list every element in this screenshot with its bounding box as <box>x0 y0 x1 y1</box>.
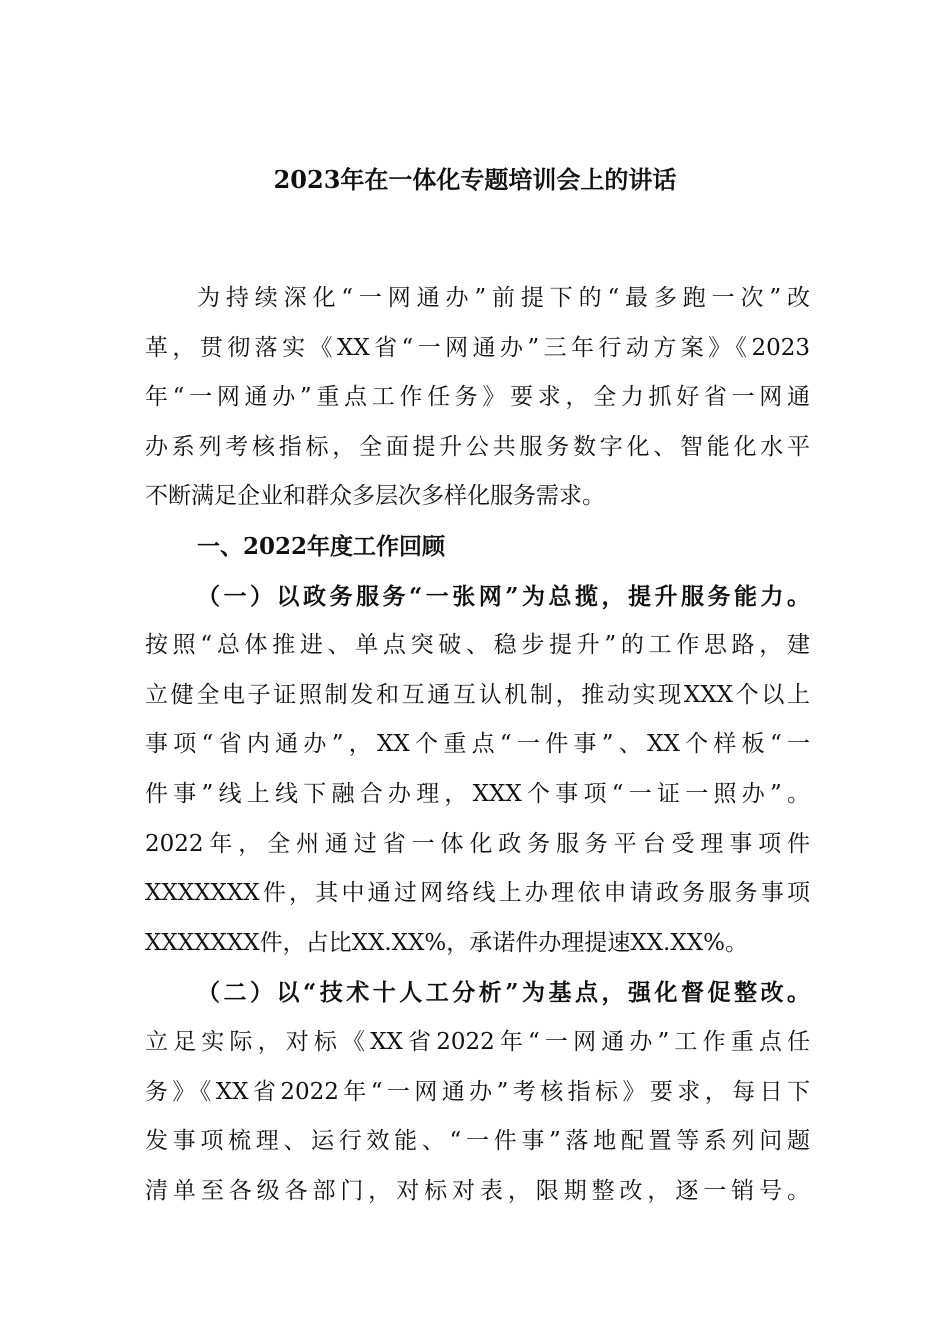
subsection-2-line-3: 发事项梳理、运行效能、“一件事”落地配置等系列问题 <box>145 1128 810 1155</box>
subsection-2-line-1: 立足实际，对标《XX省2022年“一网通办”工作重点任 <box>145 1028 810 1055</box>
paragraph-intro-line-3: 年“一网通办”重点工作任务》要求，全力抓好省一网通 <box>145 384 810 411</box>
subsection-1-line-2: 立健全电子证照制发和互通互认机制，推动实现XXX个以上 <box>145 681 810 708</box>
subsection-1-line-7: XXXXXXX件，占比XX.XX%，承诺件办理提速XX.XX%。 <box>145 929 748 956</box>
subsection-1-line-4: 件事”线上线下融合办理，XXX个事项“一证一照办”。 <box>145 780 810 807</box>
subsection-2-line-4: 清单至各级各部门，对标对表，限期整改，逐一销号。 <box>145 1177 810 1204</box>
paragraph-intro-line-2: 革，贯彻落实《XX省“一网通办”三年行动方案》《2023 <box>145 334 810 361</box>
section-heading-1: 一、2022年度工作回顾 <box>197 532 446 560</box>
subsection-1-line-5: 2022年，全州通过省一体化政务服务平台受理事项件 <box>145 830 810 857</box>
subsection-heading-2: （二）以“技术十人工分析”为基点，强化督促整改。 <box>197 979 810 1007</box>
document-body <box>145 274 810 1216</box>
subsection-1-line-6: XXXXXXX件，其中通过网络线上办理依申请政务服务事项 <box>145 880 810 907</box>
paragraph-intro-line-5: 不断满足企业和群众多层次多样化服务需求。 <box>145 483 605 510</box>
paragraph-intro-line-4: 办系列考核指标，全面提升公共服务数字化、智能化水平 <box>145 433 810 460</box>
subsection-1-line-1: 按照“总体推进、单点突破、稳步提升”的工作思路，建 <box>145 632 810 659</box>
subsection-heading-1: （一）以政务服务“一张网”为总揽，提升服务能力。 <box>197 582 810 610</box>
subsection-1-line-3: 事项“省内通办”，XX个重点“一件事”、XX个样板“一 <box>145 731 810 758</box>
subsection-2-line-2: 务》《XX省2022年“一网通办”考核指标》要求，每日下 <box>145 1078 810 1105</box>
paragraph-intro-line-1: 为持续深化“一网通办”前提下的“最多跑一次”改 <box>197 285 810 311</box>
document-title: 2023年在一体化专题培训会上的讲话 <box>273 165 677 194</box>
